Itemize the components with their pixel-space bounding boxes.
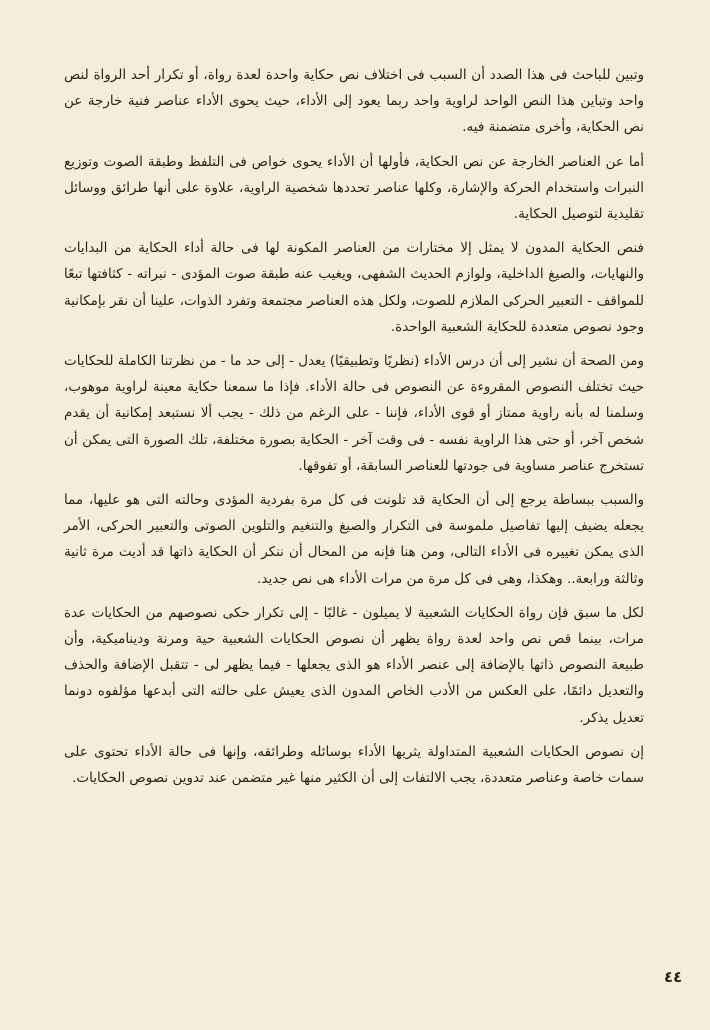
paragraph-6: لكل ما سبق فإن رواة الحكايات الشعبية لا يميلون - غالبًا - إلى تكرار حكى نصوصهم من الحكايات عدة مرات، بينما قص نص واحد لعدة رواة يظهر أن نصوص الحكايات الشعبية حية ومرنة وديناميكية، وأن طبيعة النصوص ذاتها بالإضافة إلى عنصر الأداء هو الذى يجعلها - فيما يظهر لى - تتقبل الإضافة والحذف والتعديل دائمًا، على العكس من الأدب الخاص المدون الذى يعيش على حالته التى أبدعها مؤلفوه دونما تعديل يذكر. [64, 604, 644, 726]
paragraph-1: وتبين للباحث فى هذا الصدد أن السبب فى اختلاف نص حكاية واحدة لعدة رواة، أو تكرار أحد الرواة لنص واحد وتباين هذا النص الواحد لراوية واحد ربما يعود إلى الأداء، حيث يحوى الأداء عناصر فنية خارجة عن نص الحكاية، وأخرى متضمنة فيه. [64, 67, 644, 136]
page-number: ٤٤ [664, 968, 683, 986]
page-body [64, 62, 644, 799]
paragraph-5: والسبب ببساطة يرجع إلى أن الحكاية قد تلونت فى كل مرة بفردية المؤدى وحالته التى هو عليها، مما يجعله يضيف إليها تفاصيل ملموسة فى التكرار والصيغ والتنغيم والتلوين الصوتى والتعبير الحركى، الأمر الذى يمكن تغييره فى الأداء التالى، ومن هنا فإنه من المحال أن ننكر أن الحكاية ذاتها قد أديت مرة ثانية وثالثة ورابعة.. وهكذا، وهى فى كل مرة من مرات الأداء هى نص جديد. [64, 492, 644, 587]
paragraph-3: فنص الحكاية المدون لا يمثل إلا مختارات من العناصر المكونة لها فى حالة أداء الحكاية من البدايات والنهايات، والصيغ الداخلية، ولوازم الحديث الشفهى، ويغيب عنه طبقة صوت المؤدى - نبراته - كثافتها تبعًا للمواقف - التعبير الحركى الملازم للصوت، ولكل هذه العناصر مجتمعة وتفرد الذوات، علينا أن نقر بإمكانية وجود نصوص متعددة للحكاية الشعبية الواحدة. [64, 240, 644, 335]
paragraph-4: ومن الصحة أن نشير إلى أن درس الأداء (نظريًا وتطبيقيًا) يعدل - إلى حد ما - من نظرتنا الكاملة للحكايات حيث تختلف النصوص المقروءة عن النصوص فى حالة الأداء. فإذا ما سمعنا حكاية معينة لراوية موهوب، وسلمنا له بأنه راوية ممتاز أو قوى الأداء، فإننا - على الرغم من ذلك - يجب ألا نستبعد إمكانية أن يقدم شخص آخر، أو حتى هذا الراوية نفسه - فى وقت آخر - الحكاية بصورة مختلفة، تلك الصورة التى يمكن أن تستخرج عناصر مساوية فى جودتها للعناصر السابقة، أو تفوقها. [64, 353, 644, 474]
paragraph-2: أما عن العناصر الخارجة عن نص الحكاية، فأولها أن الأداء يحوى خواص فى التلفظ وطبقة الصوت وتوزيع النبرات واستخدام الحركة والإشارة، وكلها عناصر تحددها شخصية الراوية، علاوة على أنها طرائق ووسائل تقليدية لتوصيل الحكاية. [64, 153, 644, 223]
paragraph-7: إن نصوص الحكايات الشعبية المتداولة يثريها الأداء بوسائله وطرائقه، وإنها فى حالة الأداء تحتوى على سمات خاصة وعناصر متعددة، يجب الالتفات إلى أن الكثير منها غير متضمن عند تدوين نصوص الحكايات. [64, 743, 644, 787]
